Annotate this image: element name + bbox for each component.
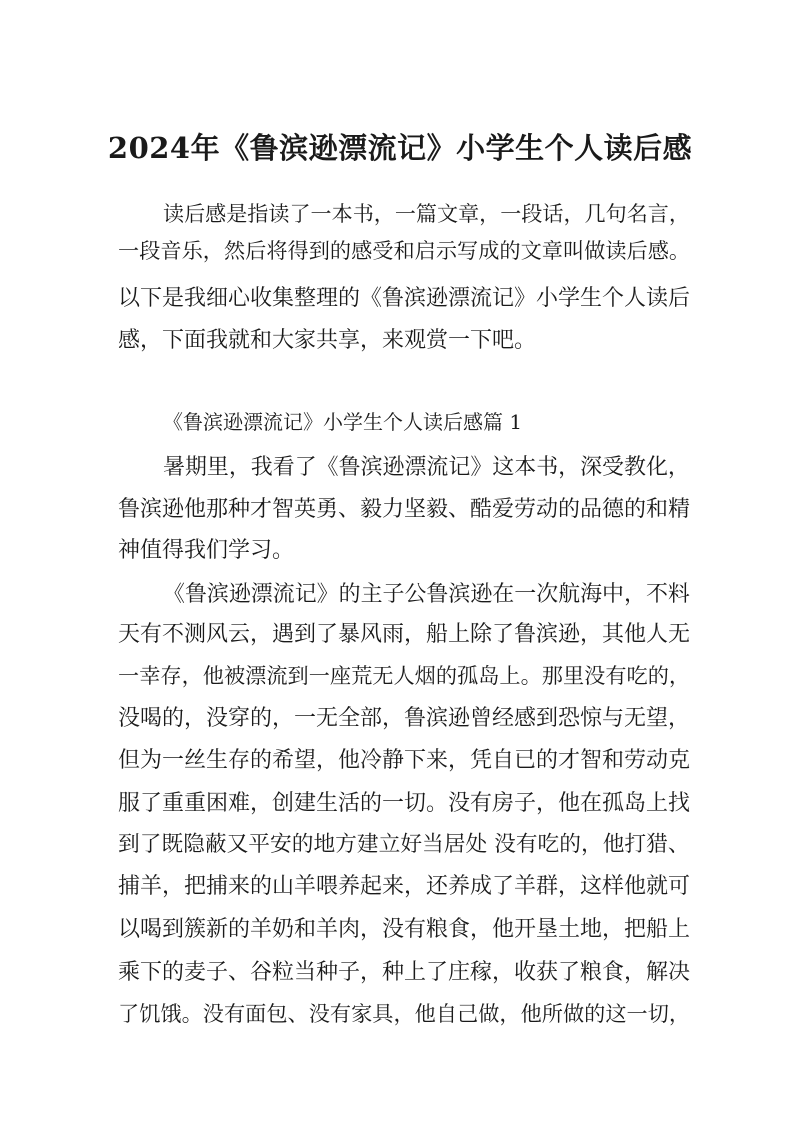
paragraph1-line-2: 鲁滨逊他那种才智英勇、毅力坚毅、酷爱劳动的品德的和精	[118, 497, 691, 522]
paragraph1-line-3: 神值得我们学习。	[118, 538, 295, 563]
paragraph2-line-3: 一幸存，他被漂流到一座荒无人烟的孤岛上。那里没有吃的，	[118, 663, 691, 688]
paragraph2-line-5: 但为一丝生存的希望，他冷静下来，凭自已的才智和劳动克	[118, 748, 691, 773]
paragraph2-line-1: 《鲁滨逊漂流记》的主子公鲁滨逊在一次航海中，不料	[163, 582, 690, 607]
paragraph2-line-9: 以喝到簇新的羊奶和羊肉，没有粮食，他开垦土地，把船上	[118, 917, 691, 942]
document-title: 2024年《鲁滨逊漂流记》小学生个人读后感	[107, 131, 693, 165]
paragraph2-line-7: 到了既隐蔽又平安的地方建立好当居处 没有吃的，他打猎、	[118, 832, 690, 857]
paragraph2-line-10: 乘下的麦子、谷粒当种子，种上了庄稼，收获了粮食，解决	[118, 960, 691, 985]
paragraph2-line-11: 了饥饿。没有面包、没有家具，他自己做，他所做的这一切，	[118, 1001, 691, 1026]
paragraph2-line-6: 服了重重困难，创建生活的一切。没有房子，他在孤岛上找	[118, 791, 691, 816]
paragraph2-line-4: 没喝的，没穿的，一无全部，鲁滨逊曾经感到恐惊与无望，	[118, 706, 691, 731]
intro-line-4: 感，下面我就和大家共享，来观赏一下吧。	[118, 328, 537, 353]
paragraph2-line-8: 捕羊，把捕来的山羊喂养起来，还养成了羊群，这样他就可	[118, 874, 691, 899]
intro-line-2: 一段音乐，然后将得到的感受和启示写成的文章叫做读后感。	[118, 238, 691, 263]
intro-line-1: 读后感是指读了一本书，一篇文章，一段话，几句名言，	[163, 201, 690, 226]
paragraph2-line-2: 天有不测风云，遇到了暴风雨，船上除了鲁滨逊，其他人无	[118, 622, 691, 647]
paragraph1-line-1: 暑期里，我看了《鲁滨逊漂流记》这本书，深受教化，	[163, 455, 690, 480]
intro-line-3: 以下是我细心收集整理的《鲁滨逊漂流记》小学生个人读后	[118, 286, 691, 311]
section-heading: 《鲁滨逊漂流记》小学生个人读后感篇 1	[163, 410, 523, 434]
